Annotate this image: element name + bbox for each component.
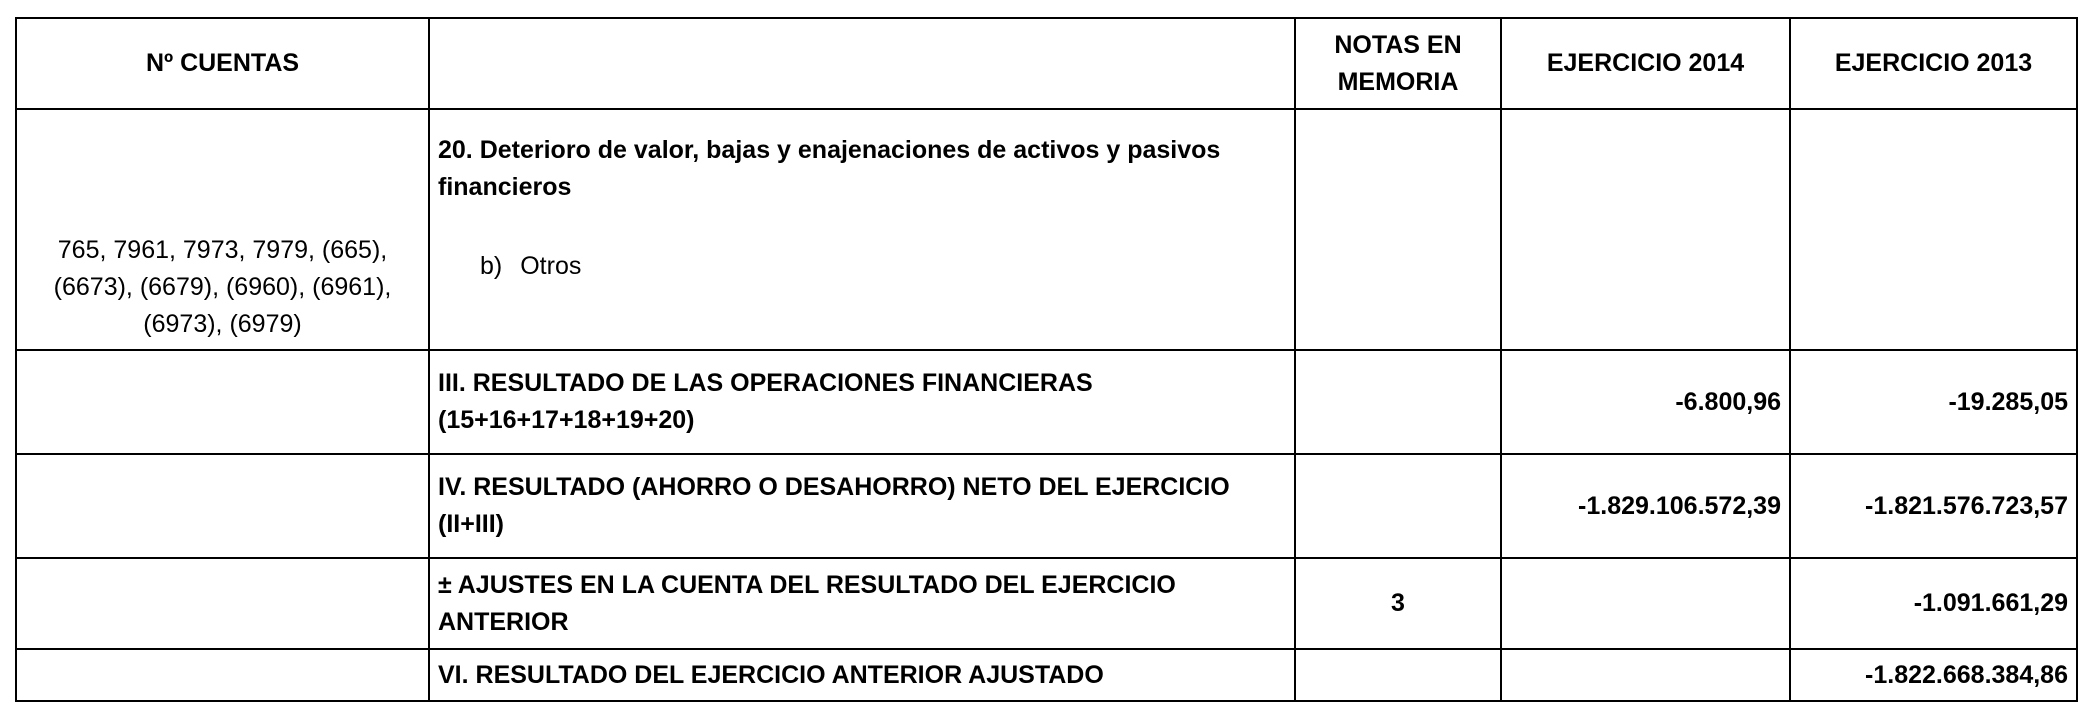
results-table bbox=[15, 17, 2078, 702]
header-description bbox=[429, 18, 1295, 109]
value-2013-cell: -1.822.668.384,86 bbox=[1790, 649, 2077, 701]
header-accounts: Nº CUENTAS bbox=[16, 18, 429, 109]
header-year-2014: EJERCICIO 2014 bbox=[1501, 18, 1790, 109]
description-cell: IV. RESULTADO (AHORRO O DESAHORRO) NETO DEL EJERCICIO (II+III) bbox=[429, 454, 1295, 558]
notes-cell bbox=[1295, 109, 1501, 350]
notes-cell bbox=[1295, 454, 1501, 558]
table-row bbox=[16, 350, 2077, 454]
value-2014-cell: -6.800,96 bbox=[1501, 350, 1790, 454]
table-row bbox=[16, 109, 2077, 350]
notes-cell bbox=[1295, 649, 1501, 701]
value-2014-cell bbox=[1501, 109, 1790, 350]
accounts-cell bbox=[16, 454, 429, 558]
value-2013-cell: -1.091.661,29 bbox=[1790, 558, 2077, 649]
description-cell: VI. RESULTADO DEL EJERCICIO ANTERIOR AJUSTADO bbox=[429, 649, 1295, 701]
description-cell: ± AJUSTES EN LA CUENTA DEL RESULTADO DEL EJERCICIO ANTERIOR bbox=[429, 558, 1295, 649]
notes-cell: 3 bbox=[1295, 558, 1501, 649]
subitem-label: b) bbox=[480, 252, 503, 280]
description-cell: III. RESULTADO DE LAS OPERACIONES FINANCIERAS (15+16+17+18+19+20) bbox=[429, 350, 1295, 454]
header-row bbox=[16, 18, 2077, 109]
value-2014-cell bbox=[1501, 558, 1790, 649]
accounts-cell: 765, 7961, 7973, 7979, (665), (6673), (6679), (6960), (6961), (6973), (6979) bbox=[16, 109, 429, 350]
header-year-2013: EJERCICIO 2013 bbox=[1790, 18, 2077, 109]
header-notes-line1: NOTAS EN bbox=[1334, 30, 1462, 59]
accounts-cell bbox=[16, 558, 429, 649]
value-2013-cell bbox=[1790, 109, 2077, 350]
row-subitem bbox=[438, 248, 1286, 285]
value-2013-cell: -19.285,05 bbox=[1790, 350, 2077, 454]
notes-cell bbox=[1295, 350, 1501, 454]
accounts-cell bbox=[16, 649, 429, 701]
value-2013-cell: -1.821.576.723,57 bbox=[1790, 454, 2077, 558]
row-title: 20. Deterioro de valor, bajas y enajenaciones de activos y pasivos financieros bbox=[438, 136, 1221, 201]
value-2014-cell: -1.829.106.572,39 bbox=[1501, 454, 1790, 558]
table-row bbox=[16, 649, 2077, 701]
accounts-cell bbox=[16, 350, 429, 454]
value-2014-cell bbox=[1501, 649, 1790, 701]
subitem-text: Otros bbox=[520, 252, 582, 280]
table-row bbox=[16, 558, 2077, 649]
table-row bbox=[16, 454, 2077, 558]
description-cell bbox=[429, 109, 1295, 350]
header-notes bbox=[1295, 18, 1501, 109]
header-notes-line2: MEMORIA bbox=[1337, 67, 1459, 96]
